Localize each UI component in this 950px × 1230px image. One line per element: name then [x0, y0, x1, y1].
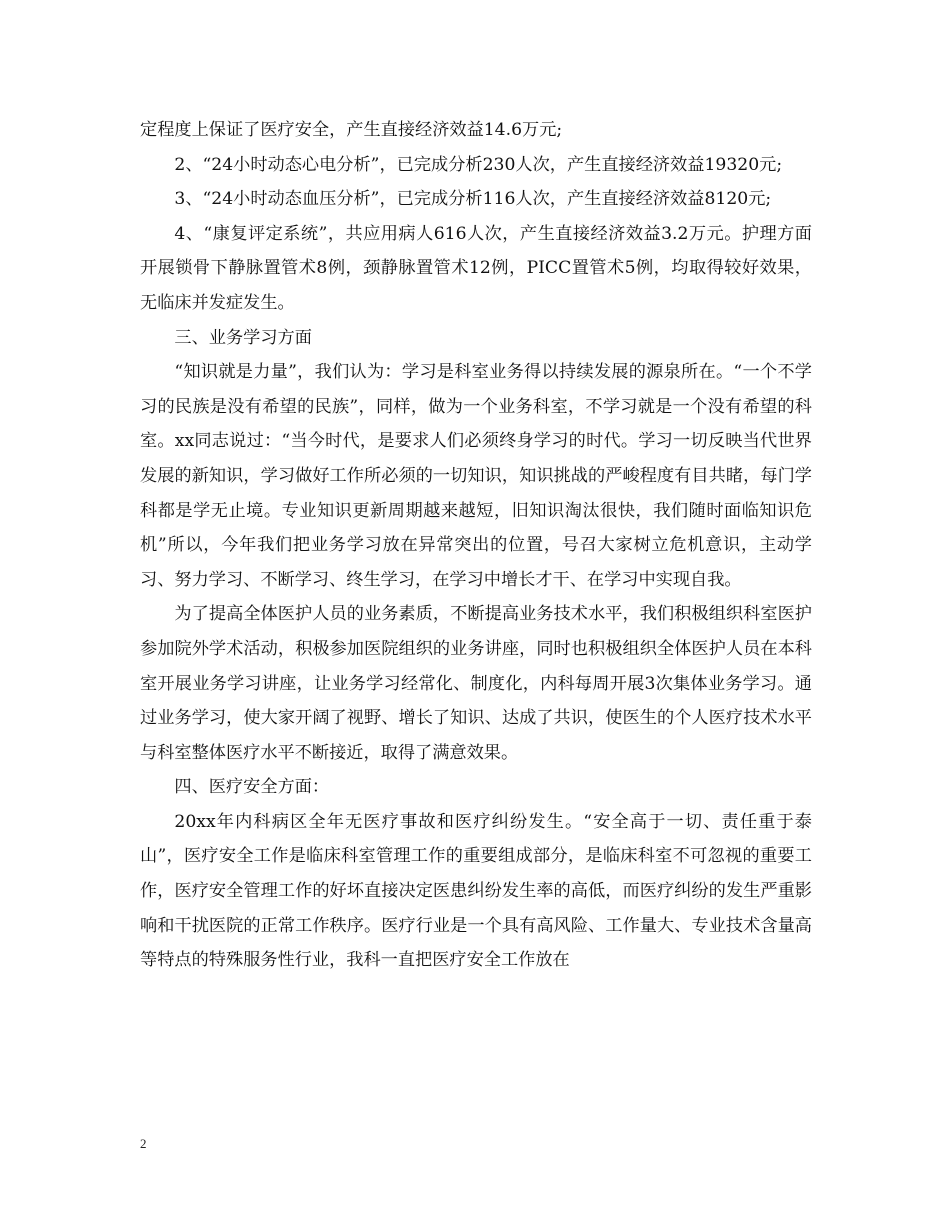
paragraph-item-4: 4、“康复评定系统”，共应用病人616人次，产生直接经济效益3.2万元。护理方面开展锁骨下静脉置管术8例，颈静脉置管术12例，PICC置管术5例，均取得较好效果，无临床并发症发生。 — [140, 223, 812, 313]
document-body — [140, 113, 812, 978]
section-heading-study: 三、业务学习方面 — [174, 327, 312, 348]
paragraph-study-2: 为了提高全体医护人员的业务素质，不断提高业务技术水平，我们积极组织科室医护参加院外学术活动，积极参加医院组织的业务讲座，同时也积极组织全体医护人员在本科室开展业务学习讲座，让业务学习经常化、制度化，内科每周开展3次集体业务学习。通过业务学习，使大家开阔了视野、增长了知识、达成了共识，使医生的个人医疗技术水平与科室整体医疗水平不断接近，取得了满意效果。 — [140, 604, 812, 763]
paragraph-item-3: 3、“24小时动态血压分析”，已完成分析116人次，产生直接经济效益8120元; — [174, 189, 772, 210]
page-number: 2 — [140, 1136, 147, 1151]
paragraph-item-2: 2、“24小时动态心电分析”，已完成分析230人次，产生直接经济效益19320元; — [174, 154, 783, 175]
paragraph-continuation: 定程度上保证了医疗安全，产生直接经济效益14.6万元; — [140, 120, 563, 140]
paragraph-safety-1: 20xx年内科病区全年无医疗事故和医疗纠纷发生。“安全高于一切、责任重于泰山”，医疗安全工作是临床科室管理工作的重要组成部分，是临床科室不可忽视的重要工作，医疗安全管理工作的好坏直接决定医患纠纷发生率的高低，而医疗纠纷的发生严重影响和干扰医院的正常工作秩序。医疗行业是一个具有高风险、工作量大、专业技术含量高等特点的特殊服务性行业，我科一直把医疗安全工作放在 — [140, 811, 812, 971]
section-heading-safety: 四、医疗安全方面： — [174, 777, 330, 798]
paragraph-study-1: “知识就是力量”，我们认为：学习是科室业务得以持续发展的源泉所在。“一个不学习的民族是没有希望的民族”，同样，做为一个业务科室，不学习就是一个没有希望的科室。xx同志说过：“当今时代，是要求人们必须终身学习的时代。学习一切反映当代世界发展的新知识，学习做好工作所必须的一切知识，知识挑战的严峻程度有目共睹，每门学科都是学无止境。专业知识更新周期越来越短，旧知识淘汰很快，我们随时面临知识危机”所以，今年我们把业务学习放在异常突出的位置，号召大家树立危机意识，主动学习、努力学习、不断学习、终生学习，在学习中增长才干、在学习中实现自我。 — [140, 362, 812, 590]
